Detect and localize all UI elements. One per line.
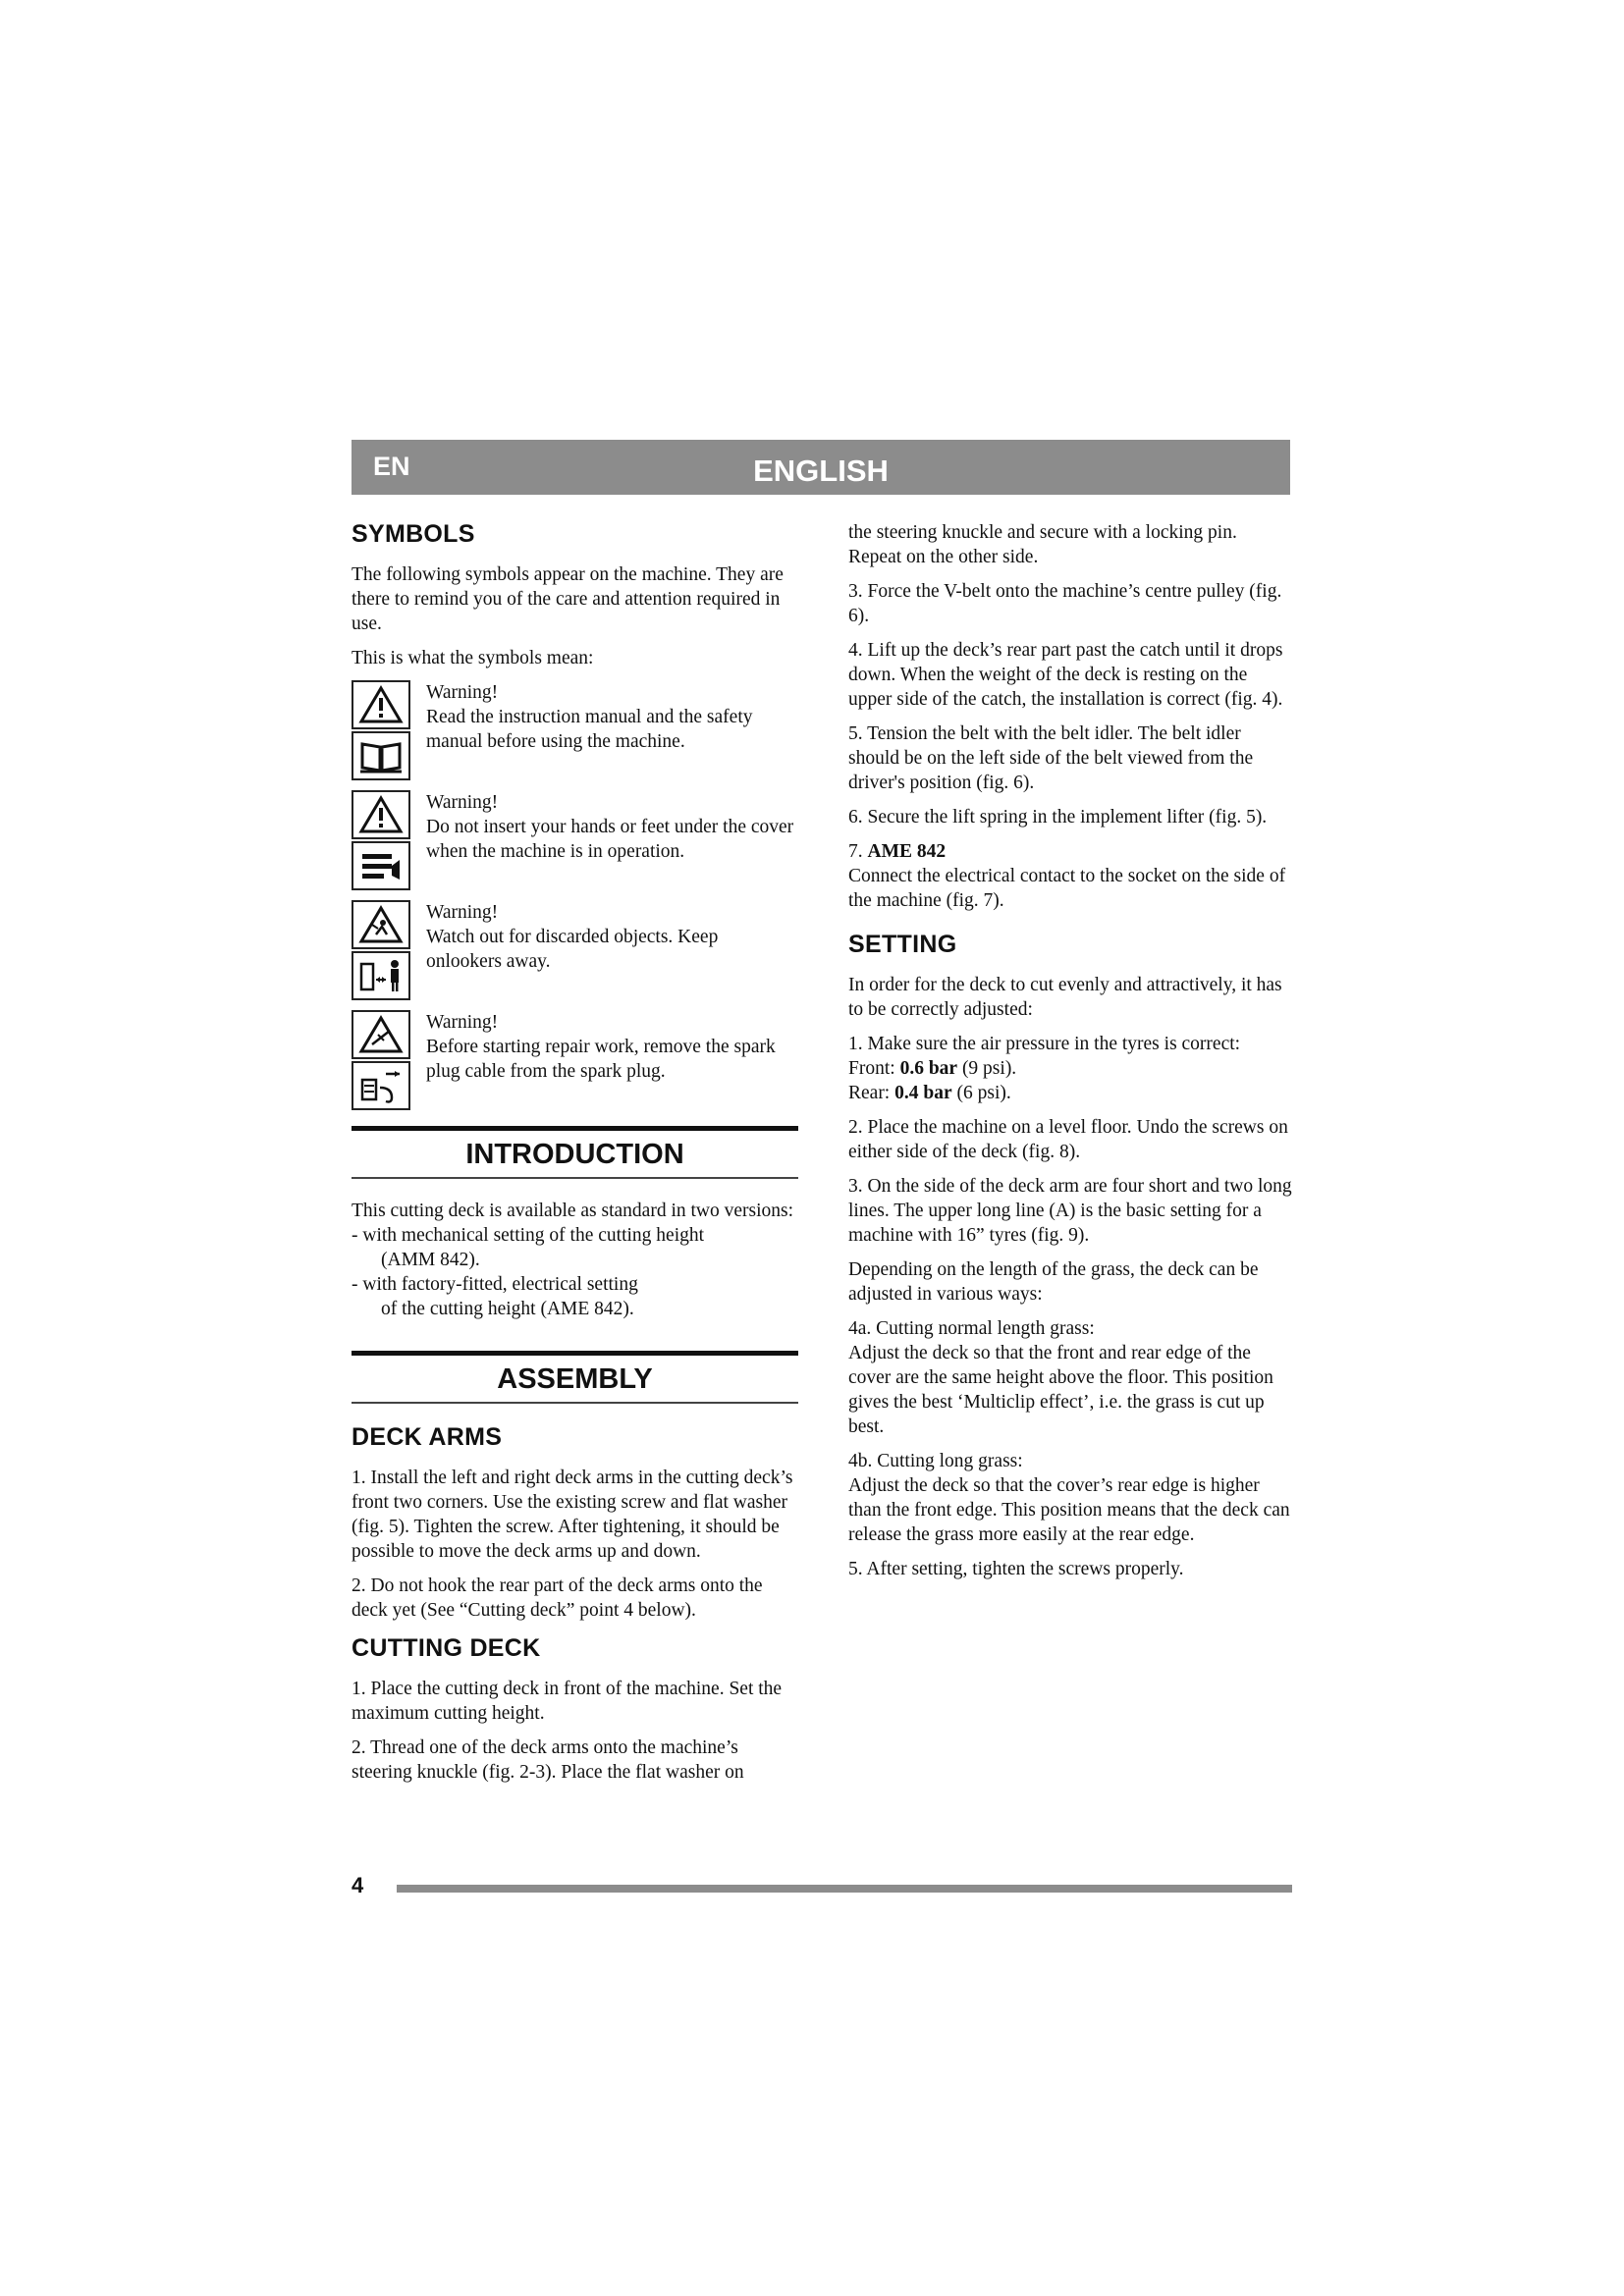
rear-psi: (6 psi).: [951, 1083, 1011, 1103]
language-header-bar: [352, 440, 1290, 495]
symbol-row-spark-plug: [352, 1010, 798, 1112]
rear-label: Rear:: [848, 1083, 895, 1103]
book-icon: [352, 731, 410, 780]
footer-rule: [397, 1885, 1292, 1893]
step-7-number: 7.: [848, 841, 868, 862]
setting-step-4b: [848, 1449, 1292, 1547]
spark-plug-icon: [352, 1061, 410, 1110]
symbols-meaning: This is what the symbols mean:: [352, 648, 594, 668]
hand-foot-cover-icon: [352, 841, 410, 890]
setting-step-1: [848, 1032, 1292, 1105]
cutting-deck-step-6: 6. Secure the lift spring in the implement lifter (fig. 5).: [848, 807, 1268, 828]
page-number: 4: [352, 1873, 364, 1897]
keep-distance-icon: [352, 951, 410, 1000]
introduction-heading: INTRODUCTION: [352, 1126, 798, 1179]
setting-step-2: 2. Place the machine on a level floor. Undo the screws on either side of the deck (fig. 8).: [848, 1117, 1288, 1162]
thrown-objects-icon: [352, 900, 410, 949]
introduction-text: [352, 1199, 798, 1321]
step-7-model: AME 842: [867, 841, 947, 862]
tyre-pressure-intro: 1. Make sure the air pressure in the tyres is correct:: [848, 1034, 1241, 1054]
spark-warning-icon: [352, 1010, 410, 1059]
language-title: ENGLISH: [753, 454, 889, 488]
setting-adjust-intro: Depending on the length of the grass, the deck can be adjusted in various ways:: [848, 1259, 1259, 1305]
symbol-title: Warning!: [426, 792, 499, 813]
cutting-deck-step-2: 2. Thread one of the deck arms onto the machine’s steering knuckle (fig. 2-3). Place the flat washer on: [352, 1737, 744, 1783]
symbol-title: Warning!: [426, 902, 499, 923]
front-psi: (9 psi).: [957, 1058, 1017, 1079]
symbol-text: Watch out for discarded objects. Keep onlookers away.: [426, 927, 719, 972]
deck-arms-step-2: 2. Do not hook the rear part of the deck arms onto the deck yet (See “Cutting deck” point 4 below).: [352, 1575, 763, 1621]
symbol-title: Warning!: [426, 682, 499, 703]
setting-step-4a: [848, 1316, 1292, 1439]
introduction-list-2-cont: of the cutting height (AME 842).: [381, 1299, 634, 1319]
deck-arms-heading: DECK ARMS: [352, 1423, 503, 1451]
warning-triangle-icon: [352, 790, 410, 839]
symbol-row-read-manual: [352, 680, 798, 782]
symbols-intro: The following symbols appear on the machine. They are there to remind you of the care and attention required in use.: [352, 564, 784, 634]
symbol-text: Do not insert your hands or feet under the cover when the machine is in operation.: [426, 817, 794, 862]
setting-step-5: 5. After setting, tighten the screws properly.: [848, 1559, 1184, 1579]
front-label: Front:: [848, 1058, 900, 1079]
setting-intro: In order for the deck to cut evenly and attractively, it has to be correctly adjusted:: [848, 975, 1282, 1020]
symbol-title: Warning!: [426, 1012, 499, 1033]
step-4b-title: 4b. Cutting long grass:: [848, 1451, 1023, 1471]
setting-heading: SETTING: [848, 931, 957, 958]
front-pressure: 0.6 bar: [899, 1058, 958, 1079]
cutting-deck-step-2-cont: the steering knuckle and secure with a locking pin. Repeat on the other side.: [848, 522, 1237, 567]
step-7-text: Connect the electrical contact to the socket on the side of the machine (fig. 7).: [848, 866, 1286, 911]
warning-triangle-icon: [352, 680, 410, 729]
language-code: EN: [373, 452, 410, 481]
symbol-text: Before starting repair work, remove the spark plug cable from the spark plug.: [426, 1037, 776, 1082]
symbol-row-hands-feet: [352, 790, 798, 892]
cutting-deck-step-3: 3. Force the V-belt onto the machine’s centre pulley (fig. 6).: [848, 581, 1282, 626]
introduction-list-1: - with mechanical setting of the cutting height: [352, 1225, 705, 1246]
cutting-deck-heading: CUTTING DECK: [352, 1634, 541, 1662]
step-4b-text: Adjust the deck so that the cover’s rear edge is higher than the front edge. This position means that the deck can release the grass more easily at the rear edge.: [848, 1475, 1290, 1545]
assembly-heading: ASSEMBLY: [352, 1351, 798, 1404]
introduction-p1: This cutting deck is available as standard in two versions:: [352, 1201, 794, 1221]
symbol-row-discarded-objects: [352, 900, 798, 1002]
symbols-heading: SYMBOLS: [352, 520, 475, 548]
cutting-deck-step-4: 4. Lift up the deck’s rear part past the catch until it drops down. When the weight of the deck is resting on the upper side of the catch, the installation is correct (fig. 4).: [848, 640, 1283, 710]
cutting-deck-step-1: 1. Place the cutting deck in front of the machine. Set the maximum cutting height.: [352, 1679, 783, 1724]
step-4a-title: 4a. Cutting normal length grass:: [848, 1318, 1095, 1339]
rear-pressure: 0.4 bar: [894, 1083, 952, 1103]
cutting-deck-step-5: 5. Tension the belt with the belt idler. The belt idler should be on the left side of the belt viewed from the driver's position (fig. 6).: [848, 723, 1254, 793]
cutting-deck-step-7: [848, 839, 1292, 913]
step-4a-text: Adjust the deck so that the front and rear edge of the cover are the same height above the floor. This position gives the best ‘Multiclip effect’, i.e. the grass is cut up best.: [848, 1343, 1273, 1437]
introduction-list-2: - with factory-fitted, electrical setting: [352, 1274, 638, 1295]
setting-step-3: 3. On the side of the deck arm are four short and two long lines. The upper long line (A) is the basic setting for a machine with 16” tyres (fig. 9).: [848, 1176, 1292, 1246]
left-column: [352, 520, 798, 1794]
introduction-list-1-cont: (AMM 842).: [381, 1250, 480, 1270]
right-column: [848, 520, 1292, 1591]
symbol-text: Read the instruction manual and the safety manual before using the machine.: [426, 707, 753, 752]
deck-arms-step-1: 1. Install the left and right deck arms in the cutting deck’s front two corners. Use the existing screw and flat washer (fig. 5). Tighten the screw. After tightening, it should be possible to move the deck arms up and down.: [352, 1468, 793, 1562]
